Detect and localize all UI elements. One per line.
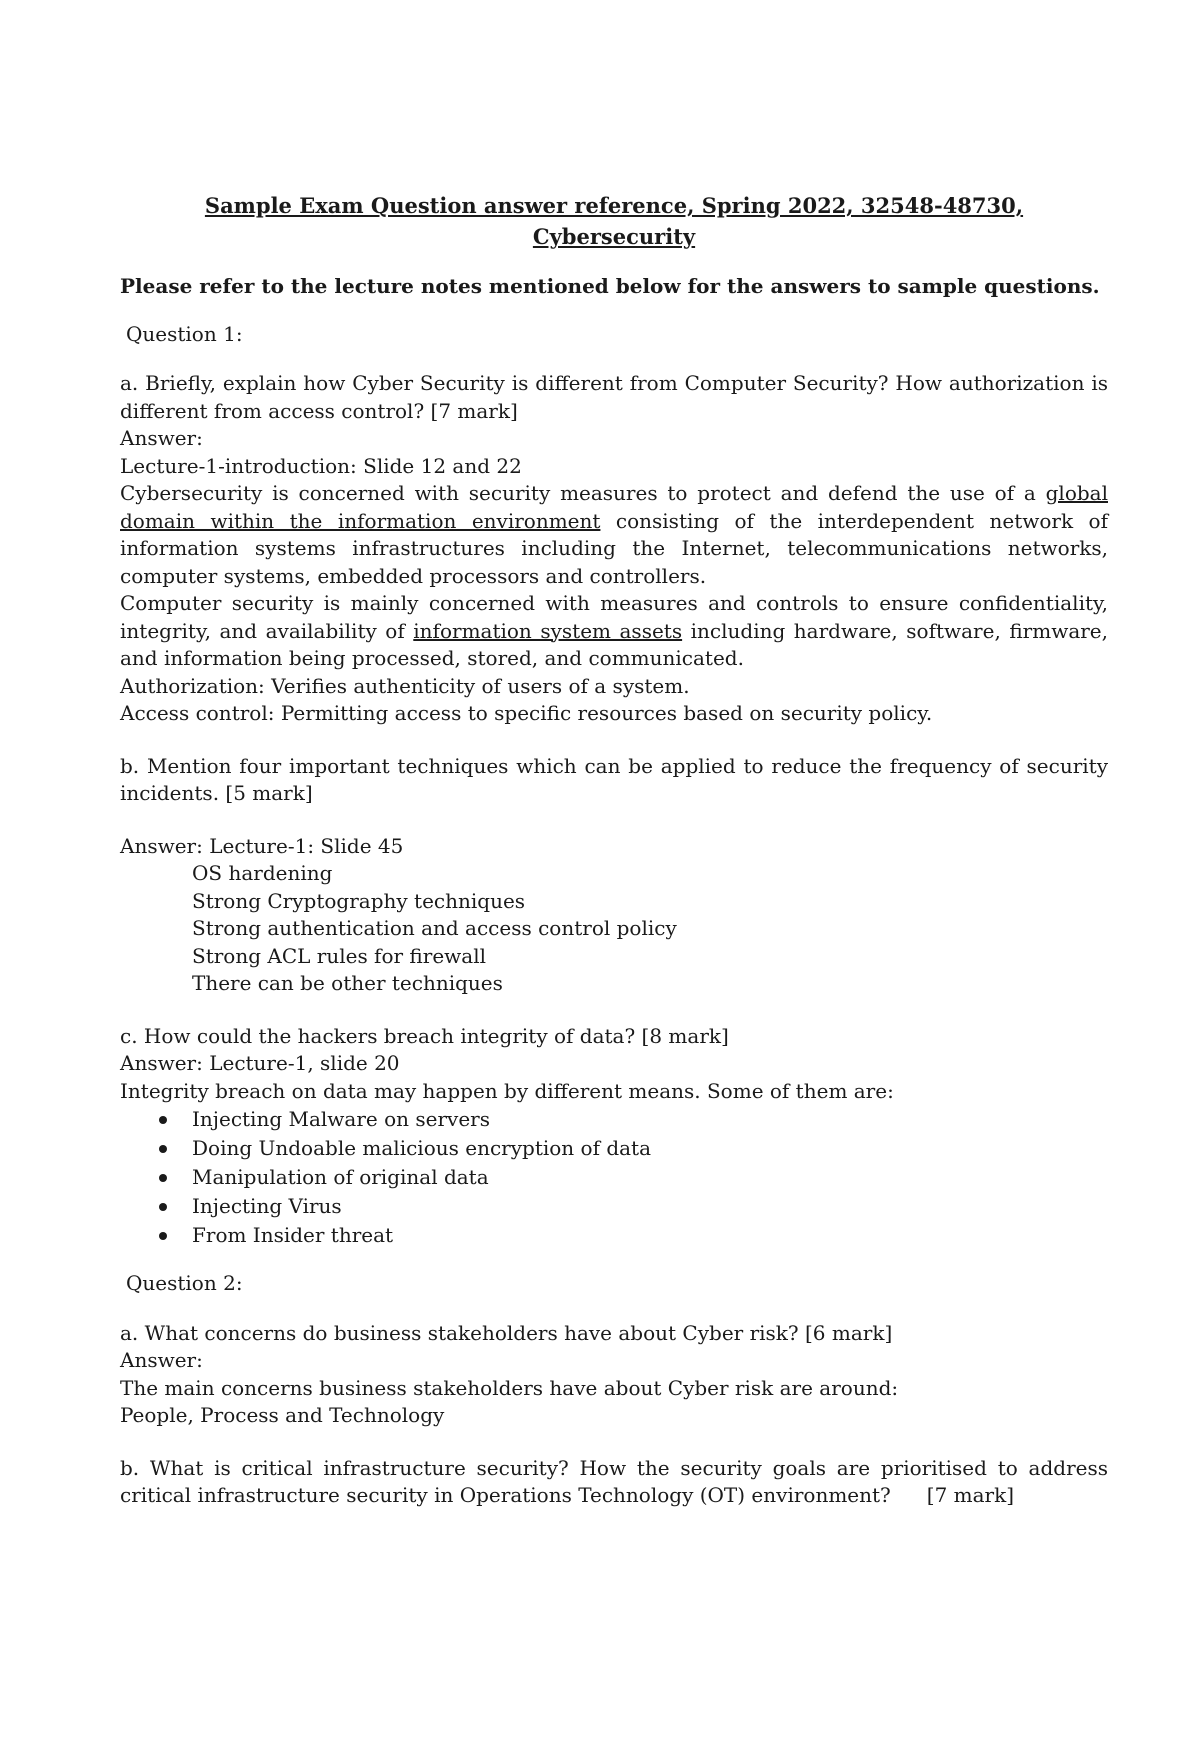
q1c-question: c. How could the hackers breach integrity of data? [8 mark] [120, 1023, 729, 1048]
q1b-item: Strong Cryptography techniques [192, 888, 526, 913]
q1c-lead: Integrity breach on data may happen by different means. Some of them are: [120, 1078, 894, 1103]
bullet-icon [159, 1174, 167, 1182]
q2b-mark: [7 mark] [926, 1483, 1015, 1507]
bullet-icon [159, 1203, 167, 1211]
question-2-heading: Question 2: [126, 1271, 243, 1295]
q2a-answer-line-2: People, Process and Technology [120, 1403, 445, 1427]
q2a-answer-line-1: The main concerns business stakeholders have about Cyber risk are around: [120, 1375, 899, 1400]
q1c-bullet-list [120, 1105, 1108, 1250]
q1c-answer: Answer: Lecture-1, slide 20 [120, 1051, 400, 1075]
q2a-answer-label: Answer: [120, 1348, 203, 1372]
intro-instruction: Please refer to the lecture notes mentioned below for the answers to sample questions. [120, 274, 1100, 298]
q1b-item: OS hardening [192, 861, 333, 885]
list-item: Doing Undoable malicious encryption of data [120, 1134, 1108, 1163]
list-item: Manipulation of original data [120, 1163, 1108, 1192]
cyber-underlined-phrase: global domain within the information environment [120, 481, 1108, 533]
q1a-access-control: Access control: Permitting access to specific resources based on security policy. [120, 701, 933, 725]
q1b-item: There can be other techniques [192, 971, 503, 995]
list-item: Injecting Malware on servers [120, 1105, 1108, 1134]
list-item: From Insider threat [120, 1221, 1108, 1250]
q2b-question [120, 1455, 1108, 1510]
computer-underlined-phrase: information system assets [413, 618, 683, 643]
q1a-reference: Lecture-1-introduction: Slide 12 and 22 [120, 453, 522, 478]
bullet-icon [159, 1232, 167, 1240]
cyber-text-post: consisting of the interdependent network of information systems infrastructures including the Internet, telecommunications networks, computer systems, embedded processors and controllers. [120, 508, 1108, 588]
cyber-text-pre: Cybersecurity is concerned with security measures to protect and defend the use of a [120, 481, 1046, 505]
title-line-2: Cybersecurity [532, 224, 696, 249]
title-line-1: Sample Exam Question answer reference, Spring 2022, 32548-48730, [204, 193, 1024, 218]
computer-text-pre: Computer security is mainly concerned with measures and controls to ensure confidentiality, integrity, and availability of [120, 591, 1108, 643]
q2a-question: a. What concerns do business stakeholders have about Cyber risk? [6 mark] [120, 1320, 893, 1345]
q1b-item: Strong authentication and access control policy [192, 916, 677, 940]
q1b-answer: Answer: Lecture-1: Slide 45 [120, 833, 404, 858]
q1b-question: b. Mention four important techniques which can be applied to reduce the frequency of security incidents. [5 mark] [120, 753, 1108, 805]
q1a-answer-label: Answer: [120, 426, 203, 450]
q1a-question: a. Briefly, explain how Cyber Security is different from Computer Security? How authorization is different from access control? [7 mark] [120, 371, 1108, 423]
list-item: Injecting Virus [120, 1192, 1108, 1221]
q1a-authorization: Authorization: Verifies authenticity of users of a system. [120, 673, 690, 698]
q1a-cybersecurity-definition [120, 480, 1108, 590]
document-title [120, 190, 1108, 252]
q1b-item: Strong ACL rules for firewall [192, 943, 486, 968]
question-1-heading: Question 1: [126, 321, 243, 346]
bullet-icon [159, 1116, 167, 1124]
q2b-question-text: b. What is critical infrastructure security? How the security goals are prioritised to address critical infrastructure security in Operations Technology (OT) environment? [120, 1455, 1108, 1507]
q1a-computer-security-definition [120, 590, 1108, 673]
computer-text-post: including hardware, software, firmware, and information being processed, stored, and communicated. [120, 618, 1108, 670]
bullet-icon [159, 1145, 167, 1153]
